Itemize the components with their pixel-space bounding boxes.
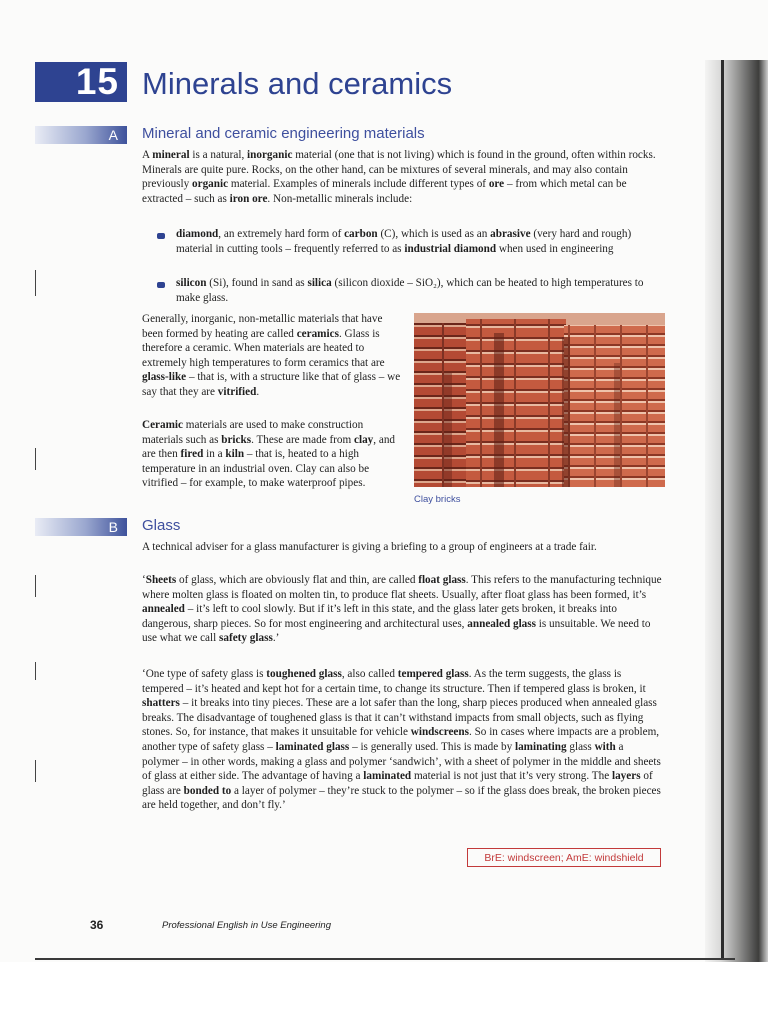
float-glass-paragraph: ‘Sheets of glass, which are obviously flat and thin, are called float glass. This refers to the manufacturing technique where molten glass is floated on molten tin, to produce flat sheets. Usually, after float glass has been formed, it’s annealed – it’s left to cool slowly. But if it’s left in this state, and the glass later gets broken, it breaks into dangerous, sharp pieces. So for most engineering and architectural uses, annealed glass is unsuitable. We need to use what we call safety glass.’ <box>142 574 662 645</box>
key-term: shatters <box>142 697 180 710</box>
key-term: industrial diamond <box>404 242 497 255</box>
bullet-diamond: diamond, an extremely hard form of carbon (C), which is used as an abrasive (very hard and rough) material in cutting tools – frequently referred to as industrial diamond when used in engineering <box>176 228 632 255</box>
safety-glass-paragraph: ‘One type of safety glass is toughened glass, also called tempered glass. As the term suggests, the glass is tempered – it’s heated and kept hot for a certain time, to change its structure. Then if tempered glass is broken, it shatters – it breaks into tiny pieces. These are a lot safer than the long, sharp pieces produced when annealed glass breaks. The disadvantage of toughened glass is that it can’t withstand impacts from small objects, such as flying stones. So, for instance, that makes it unsuitable for vehicle windscreens. So in cases where impacts are a problem, another type of safety glass – laminated glass – is generally used. This is made by laminating glass with a polymer – in other words, making a glass and polymer ‘sandwich’, with a sheet of polymer in the middle and sheets of glass at either side. The advantage of having a laminated material is not just that it’s very strong. The layers of glass are bonded to a layer of polymer – they’re stuck to the polymer – so if the glass does break, the broken pieces are held together, and don’t fly.’ <box>142 668 661 812</box>
section-b-intro: A technical adviser for a glass manufacturer is giving a briefing to a group of engineers at a trade fair. <box>142 541 597 553</box>
unit-title: Minerals and ceramics <box>142 66 453 101</box>
key-term: Sheets <box>145 574 177 586</box>
key-term: carbon <box>344 228 378 240</box>
key-term: kiln <box>225 448 245 461</box>
key-term: annealed <box>142 603 185 616</box>
margin-mark <box>35 270 36 296</box>
key-term: clay <box>354 433 374 446</box>
key-term: safety glass <box>219 632 273 645</box>
key-term: float glass <box>418 574 466 586</box>
section-a-intro: A mineral is a natural, inorganic material (one that is not living) which is found in the ground, often within rocks. Minerals are quite pure. Rocks, on the other hand, can be mixtures of several minerals, and may also contain previously organic material. Examples of minerals include different types of ore – from which metal can be extracted – such as iron ore. Non-metallic minerals include: <box>142 149 656 205</box>
key-term: fired <box>180 448 204 461</box>
key-term: laminated <box>363 770 412 783</box>
section-a-heading: Mineral and ceramic engineering materials <box>142 125 425 142</box>
key-term: with <box>594 740 616 753</box>
photo-caption: Clay bricks <box>414 494 461 505</box>
key-term: organic <box>192 178 229 191</box>
key-term: laminating <box>514 740 567 753</box>
key-term: abrasive <box>490 228 531 240</box>
key-term: Ceramic <box>142 419 183 431</box>
unit-number-badge: 15 <box>35 62 127 102</box>
key-term: bricks <box>221 433 252 446</box>
bullet-icon <box>157 282 165 288</box>
key-term: glass-like <box>142 371 187 384</box>
page-number: 36 <box>90 918 104 932</box>
section-b-heading: Glass <box>142 517 181 534</box>
bullet-icon <box>157 233 165 239</box>
bullet-silicon: silicon (Si), found in sand as silica (silicon dioxide – SiO₂), which can be heated to high temperatures to make glass. <box>176 277 644 304</box>
section-a-tab: A <box>35 126 127 144</box>
page-bottom-rule <box>35 958 735 960</box>
key-term: layers <box>611 770 641 783</box>
key-term: laminated glass <box>275 740 350 753</box>
key-term: vitrified <box>217 385 257 398</box>
key-term: annealed glass <box>467 617 536 630</box>
page-bottom-margin <box>0 962 768 1024</box>
book-spine-shadow <box>705 60 768 965</box>
ceramics-paragraph: Generally, inorganic, non-metallic materials that have been formed by heating are called ceramics. Glass is therefore a ceramic. When materials are heated to extremely high temperatures to form ceramics that are glass-like – that is, with a structure like that of glass – we say that they are vitrified. <box>142 313 401 398</box>
key-term: iron ore <box>229 192 268 205</box>
margin-mark <box>35 760 36 782</box>
clay-bricks-photo <box>414 313 665 487</box>
key-term: windscreens <box>410 726 469 739</box>
section-b-tab: B <box>35 518 127 536</box>
key-term: ceramics <box>296 327 339 340</box>
key-term: silica <box>307 277 332 289</box>
key-term: diamond <box>176 228 219 240</box>
key-term: tempered glass <box>397 668 469 680</box>
vocabulary-note: BrE: windscreen; AmE: windshield <box>467 848 661 867</box>
bricks-paragraph: Ceramic materials are used to make construction materials such as bricks. These are made from clay, and are then fired in a kiln – that is, heated to a high temperature in an industrial oven. Clay can also be vitrified – for example, to make waterproof pipes. <box>142 419 396 490</box>
margin-mark <box>35 575 36 597</box>
margin-mark <box>35 448 36 470</box>
key-term: inorganic <box>247 149 293 161</box>
book-spine-line <box>721 60 724 960</box>
key-term: mineral <box>152 149 190 161</box>
key-term: toughened glass <box>266 668 342 680</box>
key-term: ore <box>488 178 505 191</box>
key-term: silicon <box>176 277 207 289</box>
book-title: Professional English in Use Engineering <box>162 920 331 931</box>
margin-mark <box>35 662 36 680</box>
key-term: bonded to <box>183 784 232 797</box>
